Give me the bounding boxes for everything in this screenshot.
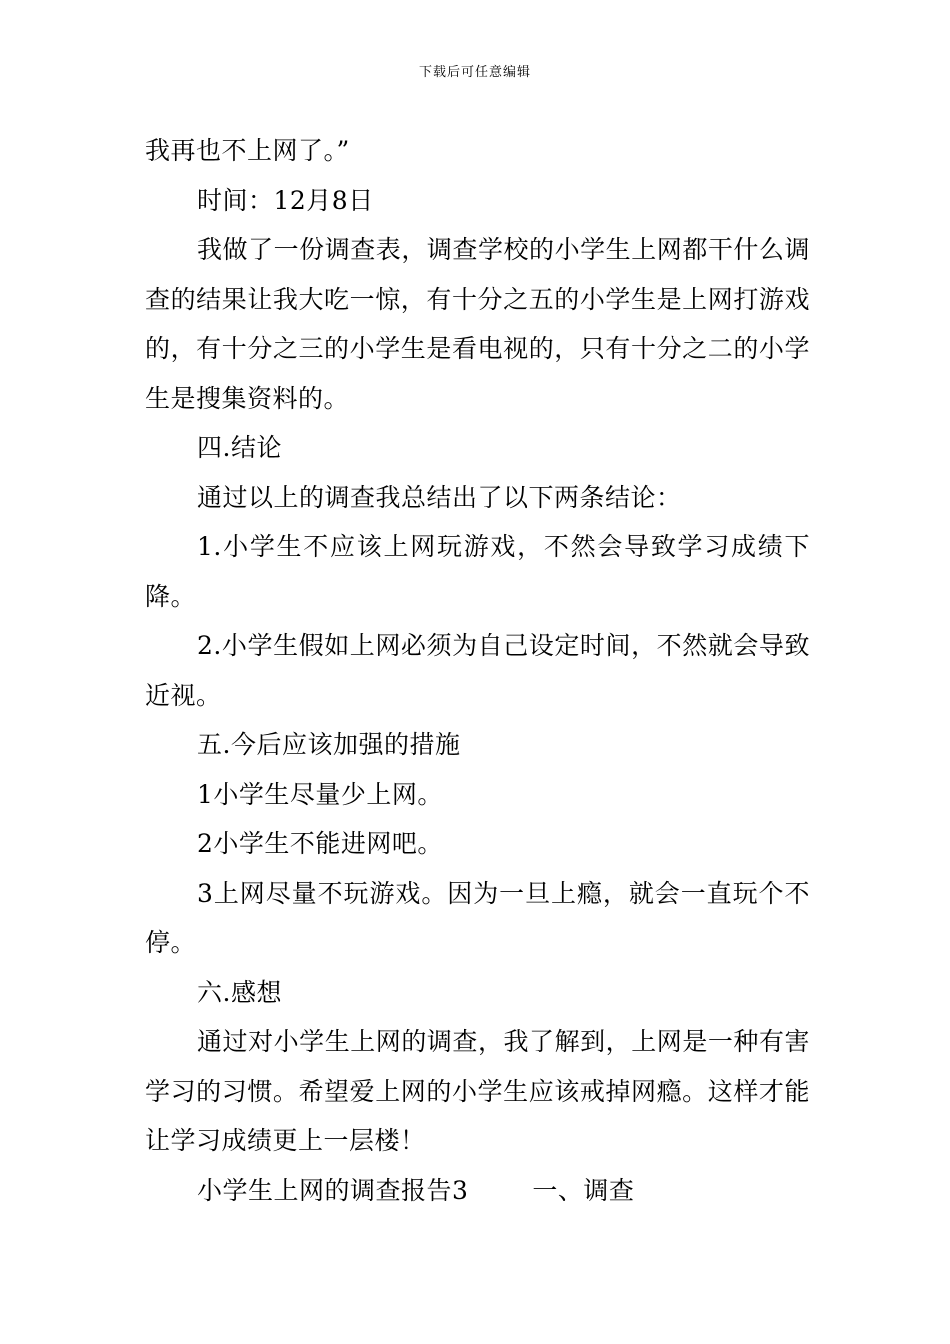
paragraph: 我再也不上网了。” <box>145 136 350 165</box>
conclusion-item-1: 1.小学生不应该上网玩游戏，不然会导致学习成绩下降。 <box>145 532 810 611</box>
paragraph-conclusion-intro: 通过以上的调查我总结出了以下两条结论： <box>197 482 682 512</box>
document-body <box>145 126 810 1215</box>
next-report-title: 小学生上网的调查报告3 <box>197 1175 469 1205</box>
measure-item-1: 1小学生尽量少上网。 <box>197 779 443 809</box>
paragraph-thoughts: 通过对小学生上网的调查，我了解到，上网是一种有害学习的习惯。希望爱上网的小学生应该戒掉网瘾。这样才能让学习成绩更上一层楼！ <box>145 1027 810 1155</box>
paragraph-date: 时间：12月8日 <box>197 185 374 215</box>
next-report-line <box>145 1166 810 1216</box>
section-heading-thoughts: 六.感想 <box>197 977 282 1007</box>
next-report-section: 一、调查 <box>532 1175 635 1205</box>
measure-item-2: 2小学生不能进网吧。 <box>197 829 443 858</box>
paragraph-survey-result: 我做了一份调查表，调查学校的小学生上网都干什么调查的结果让我大吃一惊，有十分之五的小学生是上网打游戏的，有十分之三的小学生是看电视的，只有十分之二的小学生是搜集资料的。 <box>145 235 810 413</box>
section-heading-conclusion: 四.结论 <box>197 433 282 462</box>
conclusion-item-2: 2.小学生假如上网必须为自己设定时间，不然就会导致近视。 <box>145 631 810 710</box>
measure-item-3: 3上网尽量不玩游戏。因为一旦上瘾，就会一直玩个不停。 <box>145 878 810 957</box>
page-header: 下载后可任意编辑 <box>418 65 531 80</box>
section-heading-measures: 五.今后应该加强的措施 <box>197 730 461 759</box>
